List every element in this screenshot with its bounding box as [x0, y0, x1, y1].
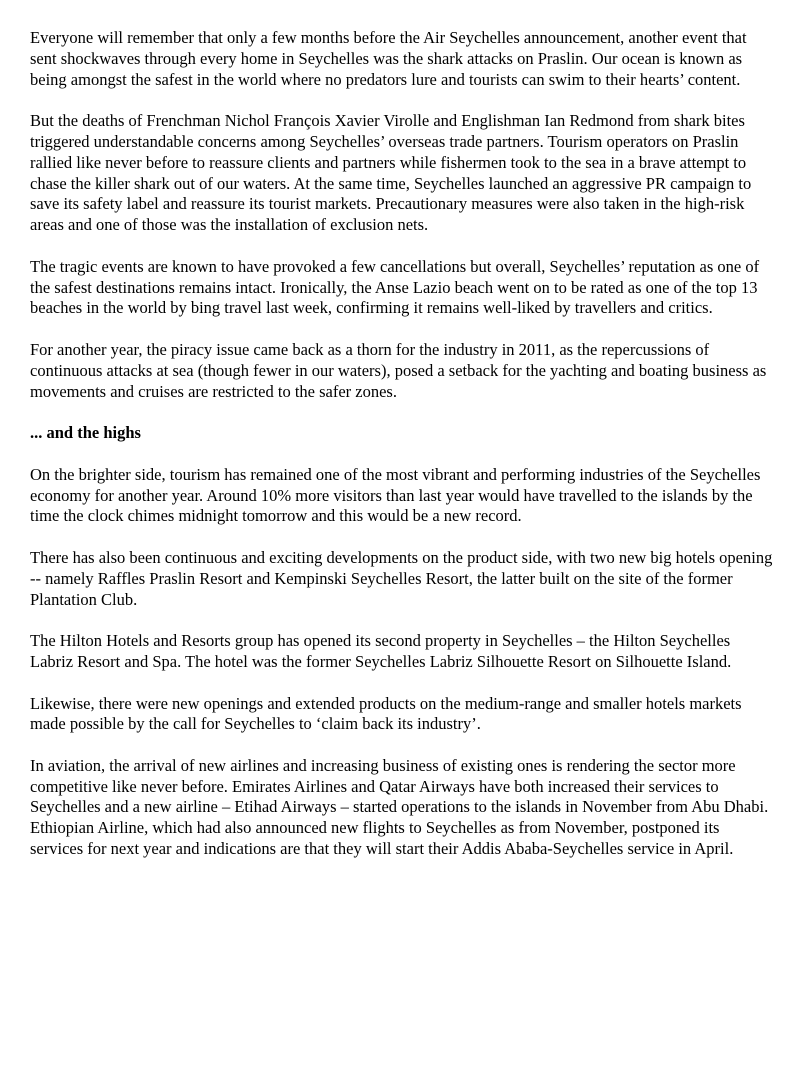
paragraph-shark-attacks-intro: Everyone will remember that only a few months before the Air Seychelles announcement, another event that sent shockwaves through every home in Seychelles was the shark attacks on Praslin. Our ocean is known as being amongst the safest in the world where no predators lure and tourists can swim to their hearts’ content.: [30, 28, 747, 89]
paragraph-reputation: The tragic events are known to have provoked a few cancellations but overall, Seychelles’ reputation as one of the safest destinations remains intact. Ironically, the Anse Lazio beach went on to be rated as one of the top 13 beaches in the world by bing travel last week, confirming it remains well-liked by travellers and critics.: [30, 256, 760, 318]
document-page: [30, 28, 775, 881]
paragraph-medium-range-hotels: Likewise, there were new openings and extended products on the medium-range and smaller hotels markets made possible by the call for Seychelles to ‘claim back its industry’.: [30, 693, 742, 734]
paragraph-piracy: For another year, the piracy issue came back as a thorn for the industry in 2011, as the repercussions of continuous attacks at sea (though fewer in our waters), posed a setback for the yachting and boating business as movements and cruises are restricted to the safer zones.: [30, 339, 767, 401]
paragraph-tourism-growth: On the brighter side, tourism has remained one of the most vibrant and performing industries of the Seychelles economy for another year. Around 10% more visitors than last year would have travelled to the islands by the time the clock chimes midnight tomorrow and this would be a new record.: [30, 464, 761, 526]
paragraph-new-hotels: There has also been continuous and exciting developments on the product side, with two new big hotels opening -- namely Raffles Praslin Resort and Kempinski Seychelles Resort, the latter built on the site of the former Plantation Club.: [30, 547, 773, 609]
paragraph-aviation: In aviation, the arrival of new airlines and increasing business of existing ones is rendering the sector more competitive like never before. Emirates Airlines and Qatar Airways have both increased their services to Seychelles and a new airline – Etihad Airways – started operations to the islands in November from Abu Dhabi. Ethiopian Airline, which had also announced new flights to Seychelles as from November, postponed its services for next year and indications are that they will start their Addis Ababa-Seychelles service in April.: [30, 755, 769, 859]
section-heading-highs: ... and the highs: [30, 423, 141, 443]
paragraph-shark-deaths: But the deaths of Frenchman Nichol François Xavier Virolle and Englishman Ian Redmond from shark bites triggered understandable concerns among Seychelles’ overseas trade partners. Tourism operators on Praslin rallied like never before to reassure clients and partners while fishermen took to the sea in a brave attempt to chase the killer shark out of our waters. At the same time, Seychelles launched an aggressive PR campaign to save its safety label and reassure its tourist markets. Precautionary measures were also taken in the high-risk areas and one of those was the installation of exclusion nets.: [30, 111, 752, 235]
paragraph-hilton: The Hilton Hotels and Resorts group has opened its second property in Seychelles – the Hilton Seychelles Labriz Resort and Spa. The hotel was the former Seychelles Labriz Silhouette Resort on Silhouette Island.: [30, 631, 732, 671]
